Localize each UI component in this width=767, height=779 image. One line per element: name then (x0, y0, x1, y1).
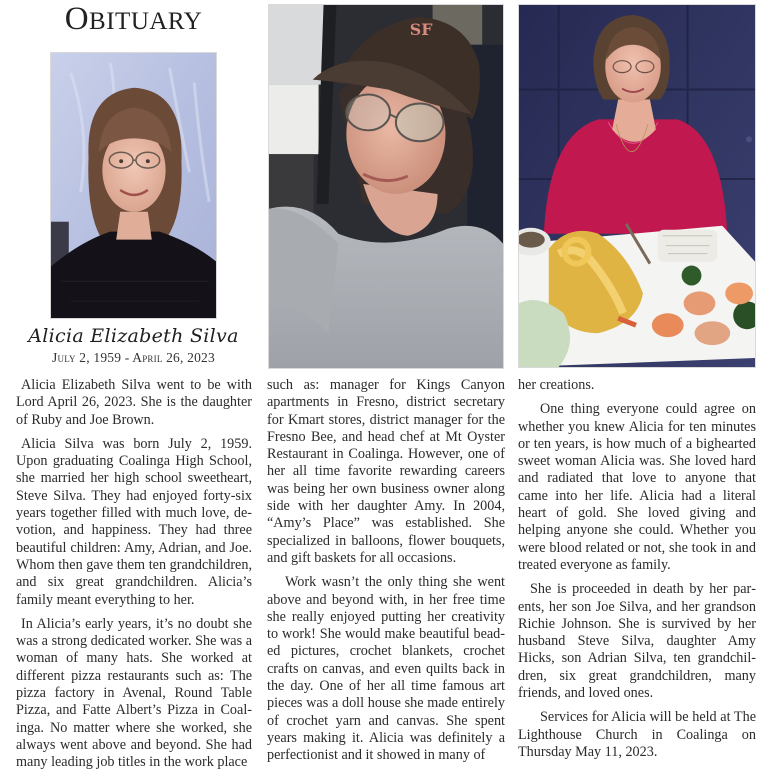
paragraph: In Alicia’s early years, it’s no doubt she was a strong dedicated worker. She was a woman of many hats. She worked at different pizza restaurants such as: The pizza factory in Avenal, Round Table Pizza, and Fatte Albert’s Pizza in Coalinga. No matter where she worked, she always went above and beyond. She had many leading job titles in the work place (16, 615, 252, 771)
paragraph: such as: manager for Kings Canyon apartments in Fresno, district secretary for Kmart stores, district manager for the Fresno Bee, and head chef at Mt Oyster Restaurant in Coalinga. However, one of her all time favorite rewarding careers was being her own business owner along side with her daughter Amy. In 2004, “Amy’s Place” was established. She specialized in balloons, flower bouquets, and gift baskets for all occasions. (267, 377, 505, 566)
paragraph: Alicia Silva was born July 2, 1959. Upon graduating Coalinga High School, she married her high school sweetheart, Steve Silva. They had enjoyed forty-six years together filled with much love, devotion, and happiness. They had three beautiful children: Amy, Adrian, and Joe. Whom then gave them ten grandchildren, and six great grandchildren. Alicia’s family meant everything to her. (16, 435, 252, 608)
car-selfie-image (269, 5, 503, 368)
car-selfie-photo (268, 4, 504, 369)
restaurant-image (519, 5, 755, 367)
paragraph: Services for Alicia will be held at The Lighthouse Church in Coalinga on Thursday May 11, 2023. (518, 709, 756, 760)
masthead-title (0, 2, 267, 39)
restaurant-photo (518, 4, 756, 368)
text-column-1 (16, 377, 252, 779)
text-column-2 (267, 377, 505, 772)
masthead-rest: BITUARY (89, 8, 203, 35)
masthead-initial: O (64, 1, 90, 37)
deceased-name: Alicia Elizabeth Silva (28, 325, 239, 347)
portrait-photo (50, 52, 217, 319)
paragraph: Work wasn’t the only thing she went above and beyond with, in her free time she really enjoyed putting her creativity to work! She would make beautiful beaded pictures, crochet blankets, crochet crafts on canvas, and even quilts back in the day. One of her all time famous art pieces was a doll house she made entirely of crochet yarn and canvas. She spent years making it. Alicia was definitely a perfectionist and it showed in many of (267, 574, 505, 764)
life-dates: July 2, 1959 - April 26, 2023 (52, 350, 215, 365)
svg-text:SF: SF (409, 19, 433, 39)
paragraph: One thing everyone could agree on whether you knew Alicia for ten minutes or ten years, is how much of a bighearted sweet woman Alicia was. She loved hard and radiated that love to anyone that came into her life. Alicia had a literal heart of gold. She loved giving and helping anyone she could. Whether you were blood related or not, she took in and treated everyone as family. (518, 401, 756, 573)
paragraph: Alicia Elizabeth Silva went to be with Lord April 26, 2023. She is the daughter of Ruby and Joe Brown. (16, 377, 252, 428)
paragraph: She is proceeded in death by her parents, her son Joe Silva, and her grandson Richie Johnson. She is survived by her husband Steve Silva, daughter Amy Hicks, son Adrian Silva, ten grandchildren, six great grandchildren, many friends, and loved ones. (518, 581, 756, 702)
portrait-image (51, 53, 216, 318)
paragraph: her creations. (518, 377, 595, 393)
text-column-3 (518, 377, 756, 768)
